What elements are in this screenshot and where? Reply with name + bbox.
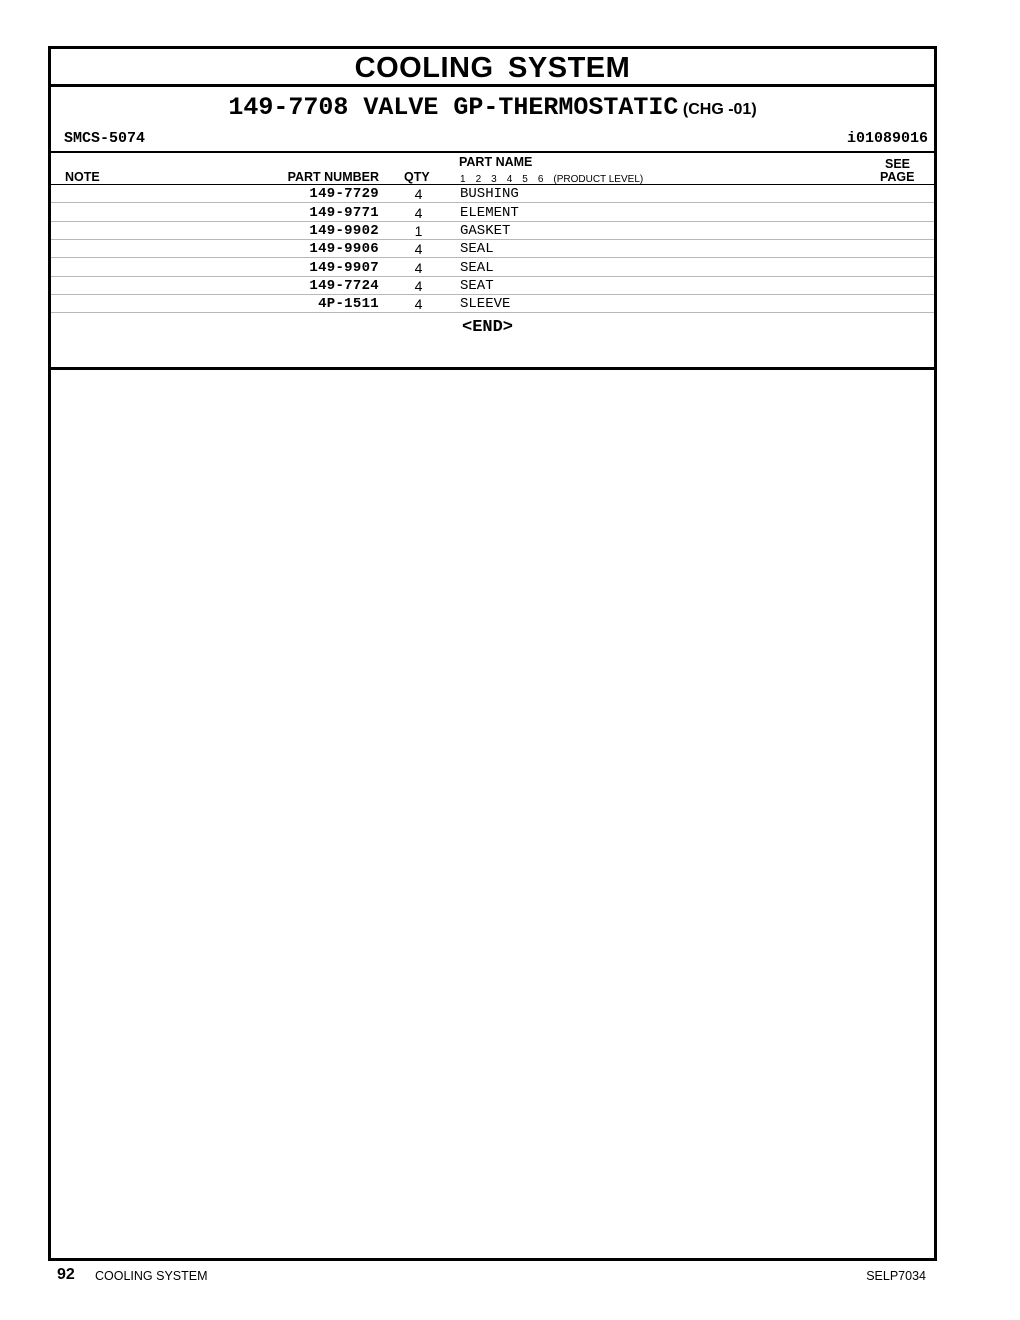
header-see: SEE (885, 157, 911, 171)
header-page: PAGE (880, 170, 915, 184)
end-marker: <END> (462, 318, 514, 337)
group-title (51, 93, 934, 122)
table-row (51, 277, 934, 295)
level-5: 5 (522, 174, 528, 185)
part-name: GASKET (460, 223, 511, 239)
level-3: 3 (491, 174, 497, 185)
group-name: 149-7708 VALVE GP-THERMOSTATIC (228, 93, 679, 122)
parts-list-bottom-border (51, 367, 934, 370)
part-number: 149-7729 (309, 186, 379, 202)
row-divider (51, 202, 934, 203)
part-name: ELEMENT (460, 205, 519, 221)
header-qty: QTY (404, 170, 430, 184)
row-divider (51, 257, 934, 258)
part-name: BUSHING (460, 186, 519, 202)
table-row (51, 259, 934, 277)
footer-section-title: COOLING SYSTEM (95, 1269, 208, 1283)
quantity: 1 (414, 223, 423, 239)
quantity: 4 (414, 205, 423, 221)
quantity: 4 (414, 186, 423, 202)
table-row (51, 222, 934, 240)
header-part-name: PART NAME (459, 155, 533, 169)
product-level-label: (PRODUCT LEVEL) (553, 174, 644, 185)
header-divider (51, 151, 934, 153)
level-2: 2 (475, 174, 482, 185)
table-row (51, 204, 934, 222)
document-id: SELP7034 (866, 1269, 926, 1283)
part-number: 149-9902 (309, 223, 379, 239)
quantity: 4 (414, 241, 423, 257)
quantity: 4 (414, 296, 423, 312)
quantity: 4 (414, 278, 423, 294)
table-row (51, 185, 934, 203)
part-number: 149-7724 (309, 278, 379, 294)
table-row (51, 240, 934, 258)
page-frame (48, 46, 937, 1261)
part-number: 4P-1511 (318, 296, 379, 312)
level-6: 6 (537, 174, 544, 185)
part-number: 149-9907 (309, 260, 379, 276)
table-row (51, 295, 934, 313)
level-1: 1 (460, 174, 466, 185)
section-title: COOLING SYSTEM (51, 49, 934, 87)
part-name: SEAL (460, 241, 494, 257)
part-name: SLEEVE (460, 296, 511, 312)
smcs-code: SMCS-5074 (64, 130, 146, 147)
level-4: 4 (506, 174, 513, 185)
part-number: 149-9771 (309, 205, 379, 221)
part-number: 149-9906 (309, 241, 379, 257)
part-name: SEAT (460, 278, 494, 294)
change-level: (CHG -01) (682, 101, 757, 118)
row-divider (51, 312, 934, 313)
illustration-id: i01089016 (846, 130, 928, 147)
page-number: 92 (57, 1266, 75, 1283)
part-name: SEAL (460, 260, 494, 276)
header-note: NOTE (65, 170, 100, 184)
header-part-number: PART NUMBER (287, 170, 379, 184)
quantity: 4 (414, 260, 423, 276)
